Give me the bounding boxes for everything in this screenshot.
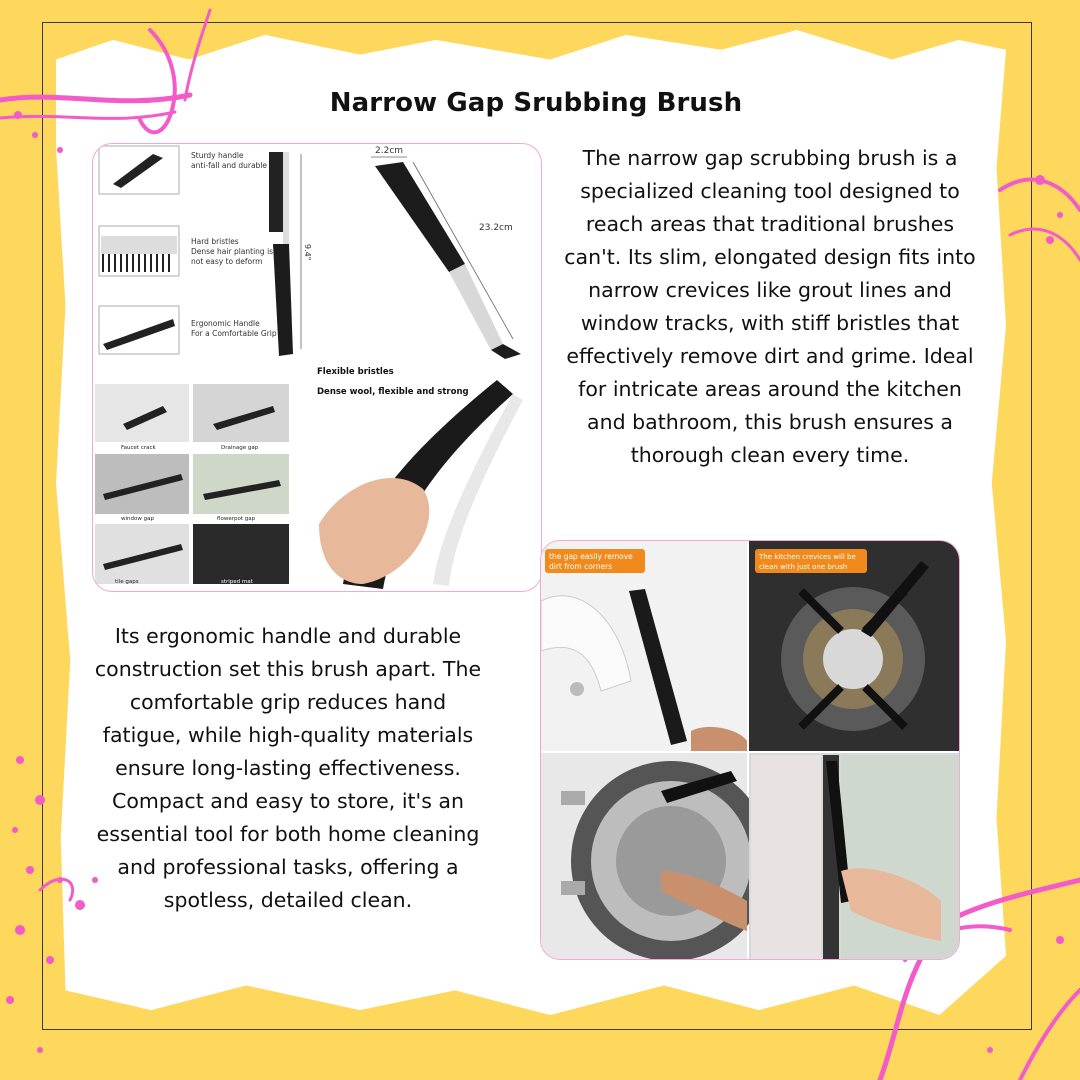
dimension-height: 9.4" (303, 244, 312, 261)
feature-title: Flexible bristles (317, 367, 394, 377)
gas-stove-photo (749, 541, 959, 751)
callout-3-line1: Ergonomic Handle (191, 319, 260, 328)
banner-left-line2: dirt from corners (549, 562, 613, 571)
usage-photo-collage (540, 540, 960, 960)
sink-corner-photo (541, 541, 747, 751)
description-paragraph-2: Its ergonomic handle and durable construction set this brush apart. The comfortable grip reduces hand fatigue, while high-quality materials ensure long-lasting effectiveness. Compact and easy to store, it's an essential tool for both home cleaning and professional tasks, offering a spotless, detailed clean. (94, 624, 482, 912)
callout-hard-bristles (99, 226, 273, 276)
banner-right-line1: The kitchen crevices will be (759, 553, 856, 561)
banner-right-line2: clean with just one brush (759, 563, 848, 571)
callout-sturdy-handle (99, 146, 267, 194)
description-paragraph-1: The narrow gap scrubbing brush is a specialized cleaning tool designed to reach areas that traditional brushes can't. Its slim, elongated design fits into narrow crevices like grout lines and window tracks, with stiff bristles that effectively remove dirt and grime. Ideal for intricate areas around the kitchen and bathroom, this brush ensures a thorough clean every time. (564, 146, 976, 467)
callout-3-line2: For a Comfortable Grip (191, 329, 277, 338)
flexible-bristles-closeup (317, 367, 523, 589)
usage-label-faucet: Faucet crack (121, 445, 156, 451)
usage-label-tile: tile gaps (115, 579, 139, 585)
callout-2-line2: Dense hair planting is (191, 247, 274, 256)
product-diagram-image (92, 143, 542, 592)
washing-machine-photo (541, 753, 771, 959)
usage-label-mat: striped mat (221, 579, 253, 585)
banner-left-line1: the gap easily remove (549, 552, 633, 561)
usage-label-drainage: Drainage gap (221, 445, 259, 451)
page-title: Narrow Gap Srubbing Brush (329, 88, 743, 118)
window-track-photo (749, 753, 959, 959)
callout-1-line2: anti-fall and durable (191, 161, 268, 170)
usage-label-flowerpot: flowerpot gap (217, 516, 256, 522)
callout-2-line1: Hard bristles (191, 237, 239, 246)
callout-ergonomic-handle (99, 306, 277, 354)
usage-label-window: window gap (121, 516, 154, 522)
brush-vertical-illustration (269, 152, 312, 356)
brush-diagonal-illustration (371, 146, 521, 359)
callout-2-line3: not easy to deform (191, 257, 263, 266)
usage-thumbnails (95, 384, 289, 585)
dimension-width: 2.2cm (375, 146, 404, 156)
callout-1-line1: Sturdy handle (191, 151, 244, 160)
feature-subtitle: Dense wool, flexible and strong (317, 387, 469, 397)
dimension-length: 23.2cm (479, 223, 513, 233)
